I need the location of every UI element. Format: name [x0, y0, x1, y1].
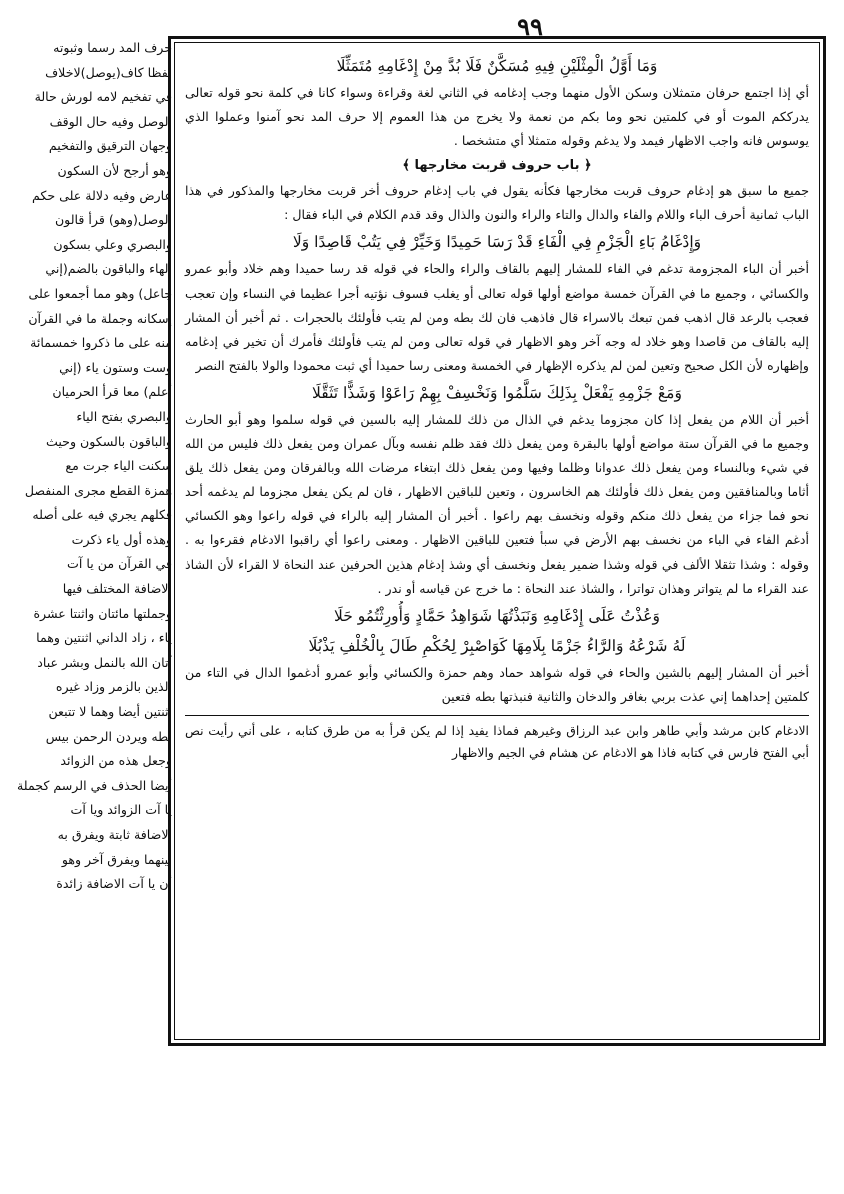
main-text-block	[174, 42, 820, 1040]
commentary-paragraph: جميع ما سبق هو إدغام حروف قربت مخارجها فكأنه يقول في باب إدغام حروف أخر قربت مخارجها والمذكور في هذا الباب ثمانية أحرف الباء واللام والفاء والدال والتاء والراء والنون والذال وقد قدم الكلام في الباء فقال :	[185, 183, 809, 223]
margin-line: وجعل هذه من الزوائد	[60, 753, 172, 769]
margin-line: أن يا آت الاضافة زائدة	[56, 876, 172, 892]
margin-line: إسكانه وجملة ما في القرآن	[28, 310, 172, 326]
margin-line: منه على ما ذكروا خمسمائة	[30, 335, 172, 351]
margin-line: والبصري بفتح الياء	[76, 408, 172, 424]
commentary-paragraph: أخبر أن الباء المجزومة تدغم في الفاء للمشار إليهم بالقاف والراء والحاء في قوله قد رسا حميدا وهم خلاد وأبو عمرو والكسائي ، وجميع ما في القرآن خمسة مواضع أولها قوله تعالى أو يغلب فسوف نؤتيه أجرا عظيما في النساء وإن تعجب فعجب بالرعد قال اذهب فمن تبعك بالاسراء قال فاذهب فان لك بطه ومن لم يتب فأولئك بالحجرات . ثم أخبر أن المشار إليه بالقاف من قاصدا وهو خلاد له وجه آخر وهو الاظهار في قوله تعالى ومن لم يتب فأولئك فأمرك أن تخير في إدغامه وإظهاره لأن الكل صحيح وتعين لمن لم يذكره الإظهار في الخمسة ومعنى رسا حميدا أي ثبت محمودا والولا بالفتح النصر	[185, 261, 809, 373]
page-number: ٩٩	[517, 12, 543, 41]
verse-line: وَعُذْتُ عَلَى إِدْغَامِهِ وَنَبَذْتُهَا شَوَاهِدُ حَمَّادٍ وَأُورِثْتُمُو حَلَا	[333, 606, 661, 625]
margin-line: أعلم) معا قرأ الحرميان	[52, 384, 172, 400]
margin-line: وهو أرجح لأن السكون	[57, 162, 172, 178]
margin-line: الذين بالزمر وزاد غيره	[55, 679, 172, 695]
margin-line: بطه ويردن الرحمن بيس	[45, 728, 172, 744]
margin-line: الاضافة ثابتة ويفرق به	[57, 827, 172, 842]
footnote-divider	[185, 715, 809, 716]
verse-line: وَمَعْ جَزْمِهِ يَفْعَلْ بِذَلِكَ سَلَّمُوا وَنَخْسِفْ بِهِمْ رَاعَوْا وَشَذًّا تَثَقَّلَا	[312, 383, 682, 402]
commentary-paragraph: أخبر أن المشار إليهم بالشين والحاء في قوله شواهد حماد وهم حمزة والكسائي وأبو عمرو أدغموا الدال في التاء من كلمتين إحداهما إني عذت بربي بغافر والدخان والثانية فنبذتها بطه فتعين	[185, 664, 809, 704]
margin-line: الاضافة المختلف فيها	[62, 581, 172, 597]
margin-line: جاعل) وهو مما أجمعوا على	[28, 285, 172, 301]
margin-line: الوصل وفيه حال الوقف	[49, 113, 172, 129]
margin-line: وجملتها مائتان واثنتا عشرة	[33, 605, 172, 621]
verse-line: وَإِدْغَامُ بَاءِ الْجَزْمِ فِي الْفَاءِ قَدْ رَسَا حَمِيدًا وَخَيِّرْ فِي يَتُبْ قَاصِدًا وَلَا	[292, 233, 702, 252]
margin-line: سكنت الياء جرت مع	[65, 458, 172, 474]
margin-line: أيضا الحذف في الرسم كجملة	[17, 777, 172, 793]
margin-line: آتان الله بالنمل وبشر عباد	[37, 654, 172, 670]
margin-line: حرف المد رسما وثبوته	[53, 40, 172, 55]
commentary-paragraph: أي إذا اجتمع حرفان متمثلان وسكن الأول منهما وجب إدغامه في الثاني لغة وقراءة وسواء كانا في كلمة نحو قوله تعالى يدرككم الموت أو في كلمتين نحو وما بكم من نعمة ولا يخرج من هذا العموم إلا حرف المد نحو آمنوا وعملوا الذي يوسوس فانه واجب الاظهار فيمد ولا يدغم وقوله متمثلا أي متشخصا .	[185, 85, 809, 149]
verse-line: وَمَا أَوَّلُ الْمِثْلَيْنِ فِيهِ مُسَكَّنٌ فَلَا بُدَّ مِنْ إِدْغَامِهِ مُتَمَثِّلَا	[336, 57, 658, 75]
margin-line: وهذه أول ياء ذكرت	[71, 531, 172, 547]
margin-line: في تفخيم لامه لورش حالة	[34, 89, 172, 105]
margin-line: والبصري وعلي بسكون	[53, 236, 172, 252]
margin-line: بينهما ويفرق آخر وهو	[61, 851, 172, 867]
margin-line: الهاء والباقون بالضم(إني	[45, 261, 172, 277]
margin-line: همزة القطع مجرى المنفصل	[24, 482, 172, 498]
chapter-title: ﴿ باب حروف قربت مخارجها ﴾	[402, 158, 592, 174]
margin-line: ياء ، زاد الداني اثنتين وهما	[36, 630, 172, 646]
commentary-paragraph: أخبر أن اللام من يفعل إذا كان مجزوما يدغم في الذال من ذلك للمشار إليه بالسين في قوله سلموا وهو أبو الحارث وجميع ما في القرآن ستة مواضع أولها بالبقرة ومن يفعل ذلك فقد ظلم نفسه وبآل عمران ومن يفعل ذلك فليس من الله في شيء وبالنساء ومن يفعل ذلك عدوانا وظلما وفيها ومن يفعل ذلك ابتغاء مرضات الله وبالفرقان ومن يفعل ذلك يلق أثاما وبالمنافقين ومن يفعل ذلك فأولئك هم الخاسرون ، وتعين للباقين الاظهار ، فان لم يكن يفعل مجزوما لم يدغمه أحد نحو فما جزاء من يفعل ذلك منكم وقوله ونخسف بهم راعوا . أخبر أن المشار إليه بالراء في قوله راعوا وهو الكسائي أدغم الفاء في الباء من نخسف بهم الأرض في سبأ فتعين للباقين الاظهار . ومعنى راعوا أي راقبوا الادغام فقرءوا به . وقوله : وشذا تثقلا الألف في قوله وشذا ضمير يفعل ونخسف أي وشذ إدغام هذين الحرفين عند النحاة لا القراء لأن الشاذ عند القراء ما لم يتواتر وهذان تواترا ، والشاذ عند النحاة : ما خرج عن قياسه أو ندر .	[185, 411, 809, 596]
margin-line: فكلهم يجري فيه على أصله	[32, 507, 172, 523]
margin-line: وست وستون ياء (إني	[59, 359, 172, 375]
footnote: الادغام كابن مرشد وأبي طاهر وابن عبد الرزاق وغيرهم فماذا يفيد إذا لم يكن قرأ به من طرق كتابه ، على أني رأيت نص أبي الفتح فارس في كتابه فاذا هو الادغام عن هشام في الجيم والاظهار	[185, 722, 809, 760]
margin-line: اثنتين أيضا وهما لا تتبعن	[48, 704, 172, 720]
margin-line: وجهان الترقيق والتفخيم	[48, 138, 172, 154]
margin-line: الوصل(وهو) قرأ قالون	[54, 212, 172, 228]
margin-commentary	[10, 36, 172, 1186]
margin-line: في القرآن من يا آت	[67, 556, 172, 572]
margin-line: عارض وفيه دلالة على حكم	[31, 187, 172, 203]
verse-line: لَهُ شَرْعُهُ وَالرَّاءُ جَزْمًا بِلَامِهَا كَوَاصْبِرْ لِحُكْمِ طَالَ بِالْخُلْفِ يَذْبُلَا	[308, 636, 686, 655]
margin-line: والباقون بالسكون وحيث	[46, 433, 172, 449]
margin-line: لفظا كاف(يوصل)لاخلاف	[45, 64, 172, 80]
margin-line: يا آت الزوائد ويا آت	[70, 802, 172, 818]
